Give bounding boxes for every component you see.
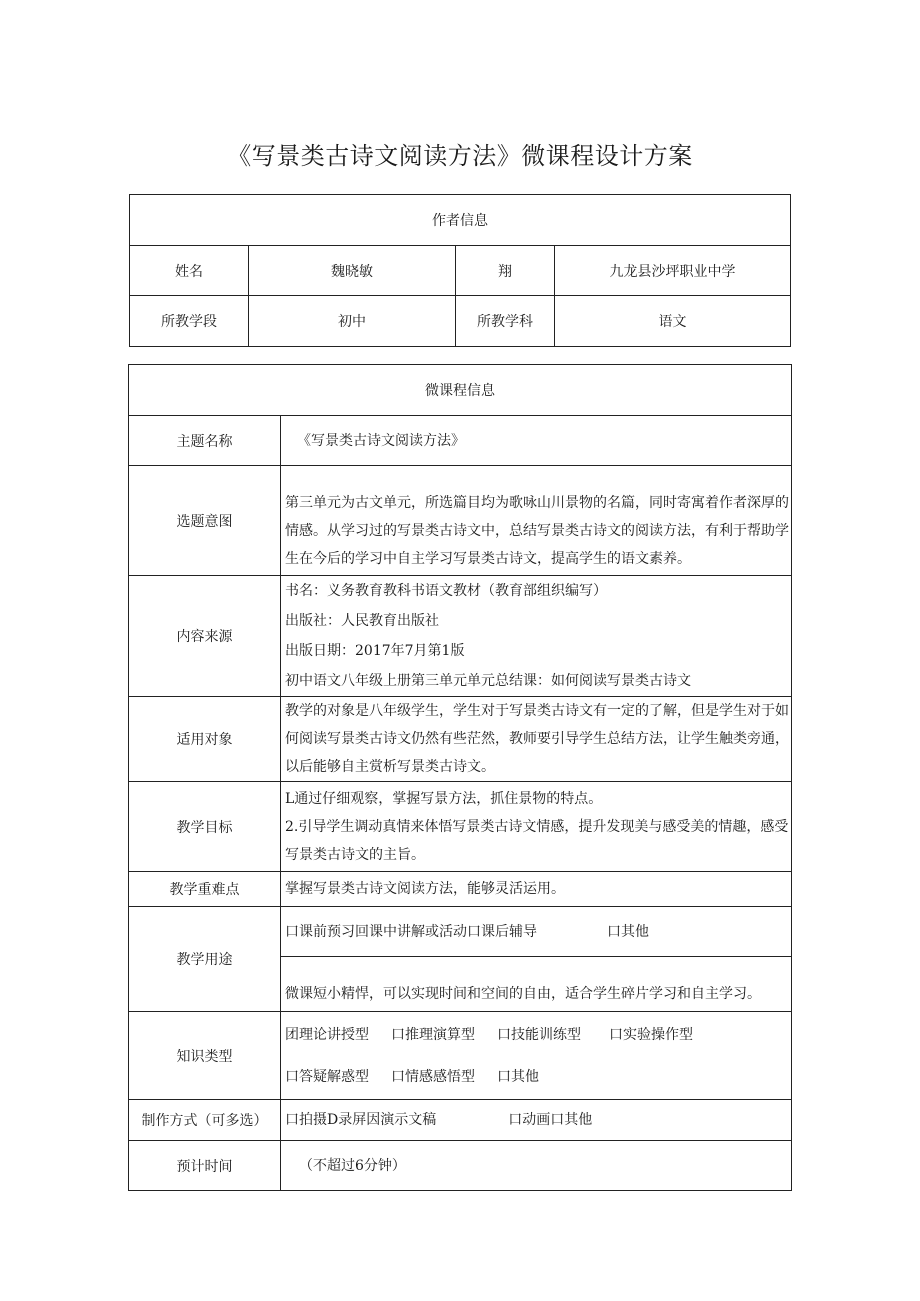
subject-value: 语文 — [555, 296, 791, 347]
source-label: 内容来源 — [129, 576, 281, 697]
topic-text: 《写景类古诗文阅读方法》 — [297, 432, 465, 449]
stage-value: 初中 — [249, 296, 456, 347]
knowledge-option: 口推理演算型 — [391, 1026, 475, 1043]
source-line: 初中语文八年级上册第三单元单元总结课：如何阅读写景类古诗文 — [285, 673, 691, 689]
intent-label: 选题意图 — [129, 466, 281, 576]
method-value — [281, 1100, 792, 1141]
author-info-table — [129, 194, 791, 347]
stage-label: 所教学段 — [130, 296, 249, 347]
author-info-header: 作者信息 — [130, 195, 791, 246]
knowledge-option: 口情感感悟型 — [391, 1068, 475, 1085]
knowledge-option: 团理论讲授型 — [285, 1026, 369, 1043]
method-label: 制作方式（可多选） — [129, 1100, 281, 1141]
name-label: 姓名 — [130, 246, 249, 296]
usage-label: 教学用途 — [129, 907, 281, 1012]
knowledge-row — [281, 1014, 791, 1056]
audience-text: 教学的对象是八年级学生，学生对于写景类古诗文有一定的了解，但是学生对于如何阅读写景类古诗文仍然有些茫然，教师要引导学生总结方法，让学生触类旁通，以后能够自主赏析写景类古诗文。 — [285, 703, 789, 775]
goal-item: 2.引导学生调动真情来体悟写景类古诗文情感，提升发现美与感受美的情趣，感受写景类古诗文的主旨。 — [285, 818, 789, 863]
name-value: 魏晓敏 — [249, 246, 456, 296]
time-value — [281, 1141, 792, 1191]
knowledge-option: 口实验操作型 — [609, 1026, 693, 1043]
topic-label: 主题名称 — [129, 416, 281, 466]
source-line: 书名：义务教育教科书语文教材（教育部组织编写） — [285, 583, 607, 599]
usage-options — [281, 917, 791, 947]
intent-text: 第三单元为古文单元，所选篇目均为歌咏山川景物的名篇，同时寄寓着作者深厚的情感。从学习过的写景类古诗文中，总结写景类古诗文的阅读方法，有利于帮助学生在今后的学习中自主学习写景类古诗文，提高学生的语文素养。 — [285, 495, 789, 567]
knowledge-value — [281, 1012, 792, 1100]
key-label: 教学重难点 — [129, 872, 281, 907]
knowledge-option: 口技能训练型 — [497, 1026, 581, 1043]
usage-note-cell — [281, 957, 792, 1012]
goal-item: L通过仔细观察，掌握写景方法，抓住景物的特点。 — [285, 790, 603, 807]
page-title: 《写景类古诗文阅读方法》微课程设计方案 — [227, 142, 693, 170]
goals-label: 教学目标 — [129, 782, 281, 872]
usage-note: 微课短小精悍，可以实现时间和空间的自由，适合学生碎片学习和自主学习。 — [285, 986, 761, 1002]
knowledge-row — [281, 1056, 791, 1098]
audience-value — [281, 697, 792, 782]
source-line: 出版社：人民教育出版社 — [285, 613, 439, 629]
audience-label: 适用对象 — [129, 697, 281, 782]
time-text: （不超过6分钟） — [299, 1157, 406, 1174]
knowledge-option: 口答疑解惑型 — [285, 1068, 369, 1085]
usage-other: 口其他 — [607, 923, 649, 940]
time-label: 预计时间 — [129, 1141, 281, 1191]
key-value — [281, 872, 792, 907]
method-options-text: 口拍摄D录屏因演示文稿 — [285, 1112, 437, 1128]
knowledge-option: 口其他 — [497, 1068, 539, 1085]
unit-value: 九龙县沙坪职业中学 — [555, 246, 791, 296]
course-info-header: 微课程信息 — [129, 365, 792, 416]
knowledge-label: 知识类型 — [129, 1012, 281, 1100]
intent-value — [281, 466, 792, 576]
usage-options-cell — [281, 907, 792, 957]
topic-value — [281, 416, 792, 466]
goals-value — [281, 782, 792, 872]
course-info-table — [128, 364, 792, 1191]
key-text: 掌握写景类古诗文阅读方法，能够灵活运用。 — [285, 881, 565, 897]
unit-label: 翔 — [456, 246, 555, 296]
source-value — [281, 576, 792, 697]
method-options — [281, 1105, 791, 1135]
method-other: 口动画口其他 — [508, 1112, 593, 1128]
source-line: 出版日期：2017年7月第1版 — [285, 643, 465, 659]
subject-label: 所教学科 — [456, 296, 555, 347]
usage-options-text: 口课前预习回课中讲解或活动口课后辅导 — [285, 923, 537, 940]
